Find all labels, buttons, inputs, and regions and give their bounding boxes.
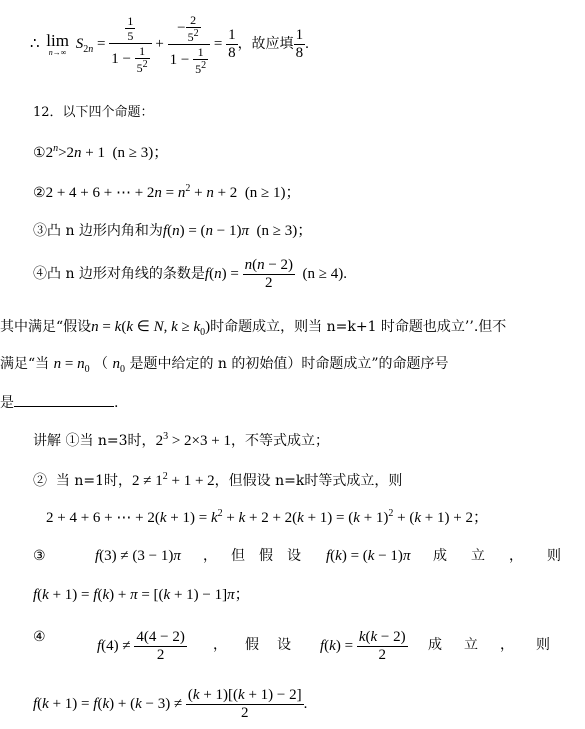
proposition-2: ②2 + 4 + 6 + ⋯ + $2n = n^2 + n + 2$ (n ≥ 1)； [33,183,301,201]
solution-step-2: ② 当 n=1时，$2 \ne 1^2 + 1 + 2$，但假设 n=k时等式成立，则 [33,471,403,489]
solution-step-4-equation: f(k + 1) = f(k) + (k − 3) ≠ $\frac{(k + 1)[(k + 1) - 2]}{2}$ . [33,687,308,721]
solution-step-4: ④ f(4) ≠ $\frac{4(4 - 2)}{2}$ ，假设 f(k) = $\frac{k(k - 2)}{2}$ 成立，则 [33,629,572,663]
problem-number: 12．以下四个命题： [33,105,154,120]
fill-answer-text: ，故应填 [237,35,294,52]
statement-line-2: 满足“当 $n = n_0$ （ $n_0$ 是题中给定的 n 的初始值）时命题成立”的命题序号 [0,356,449,375]
proposition-4: ④凸 n 边形对角线的条数是f(n) = $\frac{n(n - 2)}{2}$ (n ≥ 4). [33,257,348,291]
statement-line-1: 其中满足“假设n = k(k ∈ N, $k \ge k_0$)时命题成立，则当 n=k+1 时命题也成立’’.但不 [0,319,507,338]
therefore-symbol: ∴ [30,35,40,52]
solution-step-3: ③ f(3) ≠ (3 − 1)π ，但假设 f(k) = (k − 1)π 成立，则 [33,548,585,564]
statement-line-3: 是 . [0,395,119,411]
limit-equation: ∴ lim n→∞ $S_{2n}$ = $\frac{1}{5}$ 1 − $\frac{1}{5^2}$ + − $\frac{2}{5^2}$ 1 − $\frac{1}{5^2}$ = $\frac{1}{8}$ ，故应填 $\frac{1}{8}$ . [30,13,309,76]
solution-head: 讲解 ①当 n=3时，$2^3 > 2\times 3 + 1$，不等式成立； [33,431,329,449]
proposition-1: $①2^n>2n + 1$ (n ≥ 3)； [33,143,169,161]
answer-blank [14,394,114,407]
proposition-3: ③凸 n 边形内角和为f(n) = (n − 1)π (n ≥ 3)； [33,223,313,239]
solution-step-3-equation: f(k + 1) = f(k) + π = [(k + 1) − 1]π； [33,587,250,603]
solution-step-2-equation: 2 + 4 + 6 + ⋯ + $2(k + 1) = k^2 + k + 2 + 2(k + 1) = (k + 1)^2 + (k + 1) + 2$； [46,508,488,526]
